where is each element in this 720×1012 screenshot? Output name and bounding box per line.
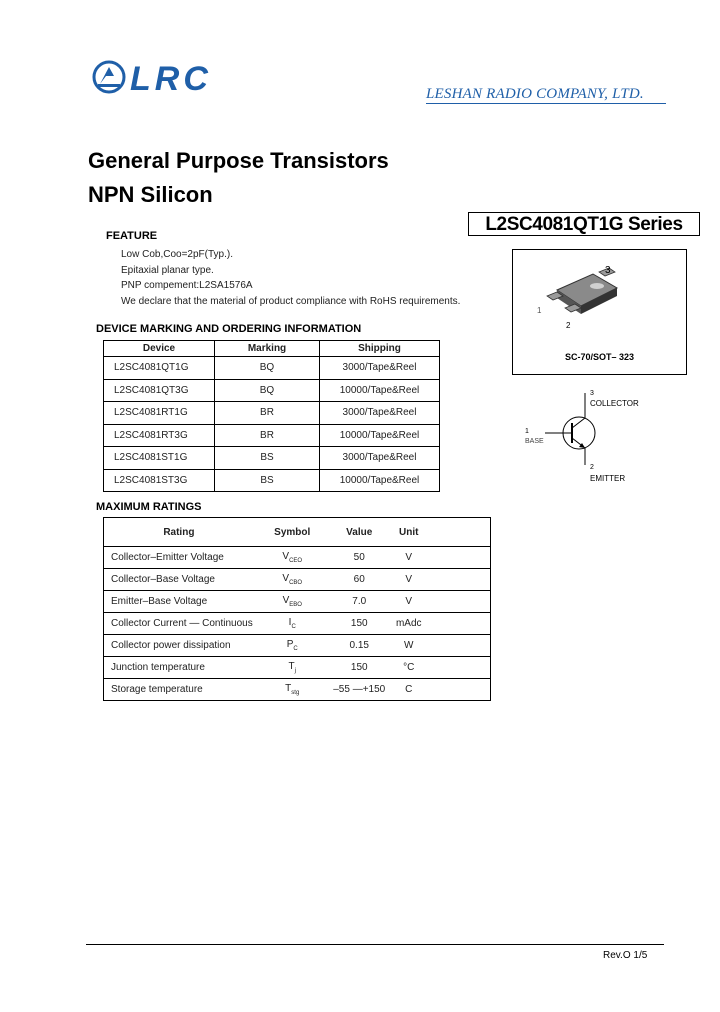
marking-cell: BR xyxy=(215,424,320,447)
shipping-cell: 10000/Tape&Reel xyxy=(320,424,440,447)
unit-cell: V xyxy=(388,591,430,613)
table-row xyxy=(104,591,491,613)
marking-cell: BQ xyxy=(215,379,320,402)
marking-cell: BR xyxy=(215,402,320,425)
feature-item: We declare that the material of product compliance with RoHS requirements. xyxy=(121,296,461,308)
series-badge: L2SC4081QT1G Series xyxy=(468,212,700,236)
column-header: Shipping xyxy=(320,341,440,357)
feature-item: Low Cob,Coo=2pF(Typ.). xyxy=(121,249,233,260)
table-row xyxy=(104,547,491,569)
symbol-cell: $V_{CBO}$ xyxy=(254,569,331,591)
ratings-heading: MAXIMUM RATINGS xyxy=(96,501,202,513)
column-header: Unit xyxy=(399,527,419,538)
logo-text: LRC xyxy=(130,60,212,98)
base-label: BASE xyxy=(525,438,544,445)
table-row xyxy=(104,424,440,447)
symbol-cell: $T_{stg}$ xyxy=(254,679,331,701)
rating-cell: Emitter–Base Voltage xyxy=(104,591,254,613)
company-name: LESHAN RADIO COMPANY, LTD. xyxy=(426,86,644,102)
page-title: General Purpose Transistors xyxy=(88,148,389,173)
rating-cell: Collector Current — Continuous xyxy=(104,613,254,635)
value-cell: 7.0 xyxy=(331,591,388,613)
symbol-cell: $I_C$ xyxy=(254,613,331,635)
table-row xyxy=(104,613,491,635)
unit-cell: C xyxy=(388,679,430,701)
table-header-row xyxy=(104,341,440,357)
ordering-heading: DEVICE MARKING AND ORDERING INFORMATION xyxy=(96,323,362,335)
feature-heading: FEATURE xyxy=(106,230,158,242)
collector-pin-number: 3 xyxy=(590,390,594,397)
column-header: Symbol xyxy=(274,527,311,538)
ordering-table xyxy=(103,340,440,492)
column-header: Value xyxy=(346,527,373,538)
symbol-cell: $V_{EBO}$ xyxy=(254,591,331,613)
shipping-cell: 3000/Tape&Reel xyxy=(320,357,440,380)
device-cell: L2SC4081RT1G xyxy=(104,402,215,425)
marking-cell: BS xyxy=(215,469,320,492)
table-row xyxy=(104,679,491,701)
device-cell: L2SC4081ST1G xyxy=(104,447,215,470)
table-row xyxy=(104,469,440,492)
table-row xyxy=(104,357,440,380)
value-cell: –55 —+150 xyxy=(331,679,388,701)
value-cell: 60 xyxy=(331,569,388,591)
column-header: Device xyxy=(104,341,215,357)
rating-cell: Junction temperature xyxy=(104,657,254,679)
package-pin1-label: 1 xyxy=(537,306,542,315)
emitter-label: EMITTER xyxy=(590,474,626,483)
symbol-cell: $T_j$ xyxy=(254,657,331,679)
feature-list xyxy=(121,247,460,310)
unit-cell: V xyxy=(388,569,430,591)
shipping-cell: 3000/Tape&Reel xyxy=(320,447,440,470)
page-revision: Rev.O 1/5 xyxy=(603,950,648,961)
value-cell: 50 xyxy=(331,547,388,569)
device-cell: L2SC4081RT3G xyxy=(104,424,215,447)
table-row xyxy=(104,402,440,425)
package-label: SC-70/SOT– 323 xyxy=(564,352,635,362)
rating-cell: Storage temperature xyxy=(104,679,254,701)
value-cell: 0.15 xyxy=(331,635,388,657)
value-cell: 150 xyxy=(331,613,388,635)
unit-cell: W xyxy=(388,635,430,657)
device-cell: L2SC4081QT3G xyxy=(104,379,215,402)
shipping-cell: 10000/Tape&Reel xyxy=(320,469,440,492)
header-rule xyxy=(426,103,666,104)
collector-label: COLLECTOR xyxy=(590,399,639,408)
shipping-cell: 10000/Tape&Reel xyxy=(320,379,440,402)
package-drawing-icon xyxy=(513,250,686,350)
package-pin2-label: 2 xyxy=(566,321,571,330)
device-cell: L2SC4081ST3G xyxy=(104,469,215,492)
column-header: Marking xyxy=(215,341,320,357)
feature-item: Epitaxial planar type. xyxy=(121,264,214,276)
page-subtitle: NPN Silicon xyxy=(88,182,213,207)
table-row xyxy=(104,657,491,679)
rating-cell: Collector–Base Voltage xyxy=(104,569,254,591)
rating-cell: Collector–Emitter Voltage xyxy=(104,547,254,569)
unit-cell: °C xyxy=(388,657,430,679)
symbol-cell: $P_C$ xyxy=(254,635,331,657)
emitter-pin-number: 2 xyxy=(590,464,594,471)
base-pin-number: 1 xyxy=(525,428,529,435)
table-header-row xyxy=(104,518,491,547)
table-row xyxy=(104,569,491,591)
device-cell: L2SC4081QT1G xyxy=(104,357,215,380)
package-pin3-label: 3 xyxy=(605,265,611,276)
value-cell: 150 xyxy=(331,657,388,679)
footer-rule xyxy=(86,944,664,945)
table-row xyxy=(104,635,491,657)
rating-cell: Collector power dissipation xyxy=(104,635,254,657)
ratings-table xyxy=(103,517,491,701)
marking-cell: BQ xyxy=(215,357,320,380)
lrc-logo-icon xyxy=(90,60,130,100)
feature-item: PNP compement:L2SA1576A xyxy=(121,280,253,292)
table-row xyxy=(104,447,440,470)
marking-cell: BS xyxy=(215,447,320,470)
unit-cell: V xyxy=(388,547,430,569)
symbol-cell: $V_{CEO}$ xyxy=(254,547,331,569)
column-header: Rating xyxy=(163,527,195,538)
unit-cell: mAdc xyxy=(388,613,430,635)
table-row xyxy=(104,379,440,402)
shipping-cell: 3000/Tape&Reel xyxy=(320,402,440,425)
